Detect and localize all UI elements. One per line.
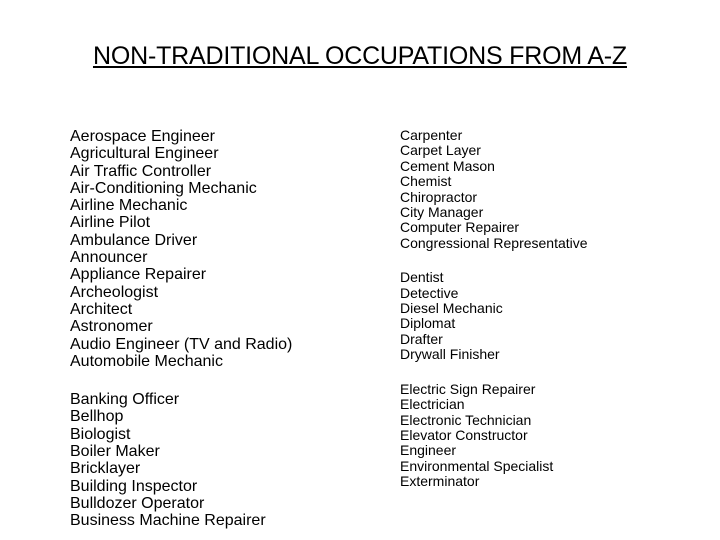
occupation-item: Detective xyxy=(400,284,459,301)
occupation-item: Dentist xyxy=(400,269,444,286)
occupation-item: Engineer xyxy=(400,442,457,459)
occupation-item: Banking Officer xyxy=(70,391,180,409)
occupation-group-a xyxy=(70,128,370,370)
occupation-item: Airline Mechanic xyxy=(70,197,188,215)
page-title: NON-TRADITIONAL OCCUPATIONS FROM A-Z xyxy=(92,42,627,70)
left-column xyxy=(70,128,370,530)
occupation-item: Diplomat xyxy=(400,315,456,332)
occupation-item: Air Traffic Controller xyxy=(70,162,212,180)
occupation-item: Elevator Constructor xyxy=(400,426,528,443)
occupation-item: Airline Pilot xyxy=(70,214,151,232)
occupation-item: Agricultural Engineer xyxy=(70,145,219,163)
occupation-group-b xyxy=(70,391,370,529)
occupation-item: Electrician xyxy=(400,396,465,413)
occupation-item: Exterminator xyxy=(400,473,480,490)
occupation-item: Diesel Mechanic xyxy=(400,300,503,317)
occupation-item: Audio Engineer (TV and Radio) xyxy=(70,335,293,353)
occupation-item: Drywall Finisher xyxy=(400,346,500,363)
occupation-item: Automobile Mechanic xyxy=(70,352,223,370)
occupation-item: Building Inspector xyxy=(70,477,198,495)
occupation-item: Boiler Maker xyxy=(70,443,160,461)
occupation-item: Environmental Specialist xyxy=(400,457,554,474)
occupation-group-c xyxy=(400,128,700,251)
occupation-item: City Manager xyxy=(400,204,484,221)
occupation-item: Bellhop xyxy=(70,408,124,426)
occupation-item: Drafter xyxy=(400,330,443,347)
occupation-item: Biologist xyxy=(70,425,131,443)
occupation-item: Bulldozer Operator xyxy=(70,494,205,512)
occupation-item: Carpenter xyxy=(400,127,463,143)
occupation-item: Carpet Layer xyxy=(400,142,481,159)
occupation-item: Chemist xyxy=(400,173,452,190)
occupation-item: Architect xyxy=(70,300,133,318)
occupation-item: Electric Sign Repairer xyxy=(400,380,536,397)
occupation-item: Announcer xyxy=(70,249,148,267)
occupation-item: Electronic Technician xyxy=(400,411,532,428)
occupation-item: Chiropractor xyxy=(400,188,478,205)
occupation-item: Air-Conditioning Mechanic xyxy=(70,179,257,197)
occupation-group-d xyxy=(400,270,700,362)
occupation-item: Business Machine Repairer xyxy=(70,512,266,530)
occupation-item: Aerospace Engineer xyxy=(70,128,215,145)
occupation-item: Astronomer xyxy=(70,318,153,336)
occupation-item: Bricklayer xyxy=(70,460,141,478)
occupation-group-e xyxy=(400,382,700,490)
occupation-item: Ambulance Driver xyxy=(70,231,198,249)
occupation-item: Computer Repairer xyxy=(400,219,520,236)
occupation-item: Congressional Representative xyxy=(400,234,588,251)
right-column xyxy=(400,128,700,490)
occupation-item: Appliance Repairer xyxy=(70,266,207,284)
occupation-item: Cement Mason xyxy=(400,157,495,174)
occupation-item: Archeologist xyxy=(70,283,159,301)
